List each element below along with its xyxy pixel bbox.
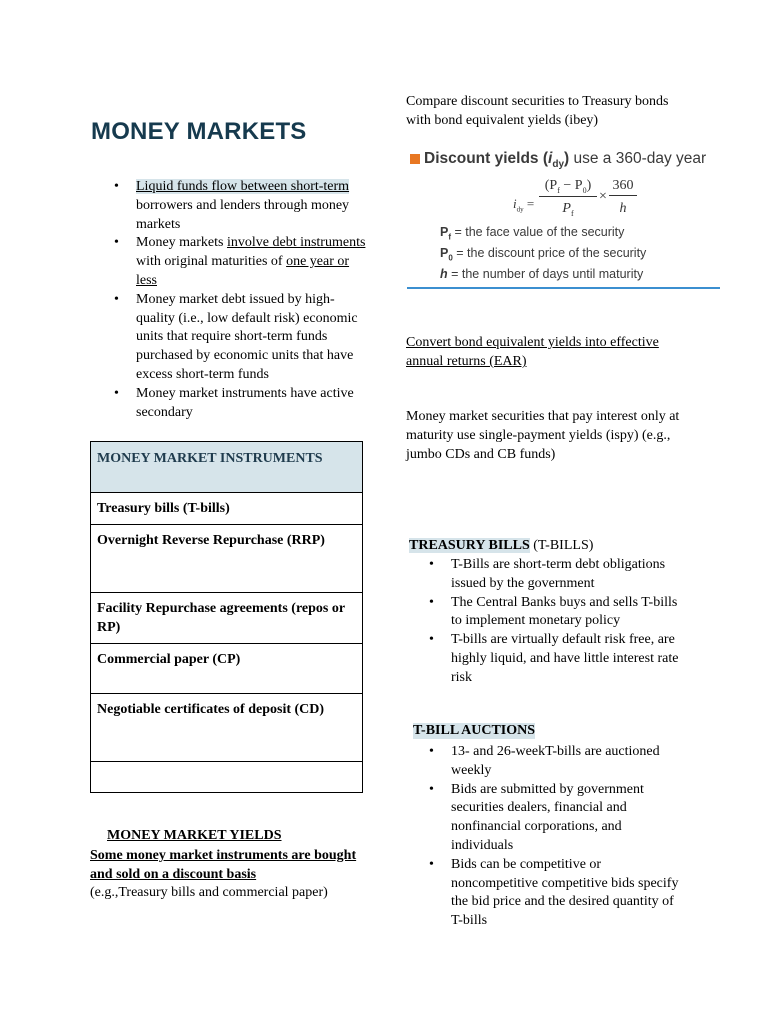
table-row: Facility Repurchase agreements (repos or RP) bbox=[91, 593, 363, 644]
bullet-text: with original maturities of bbox=[136, 254, 287, 270]
bullet-text: Money market instruments have active secondary bbox=[136, 385, 354, 420]
formula-denominator-2: h bbox=[619, 201, 627, 216]
list-item: • The Central Banks buys and sells T-bills to implement monetary policy bbox=[451, 594, 686, 632]
orange-square-icon bbox=[410, 154, 420, 164]
list-item bbox=[136, 178, 366, 234]
tbills-list bbox=[451, 556, 686, 688]
divider bbox=[407, 287, 720, 289]
underlined-text: involve debt instruments bbox=[226, 235, 366, 251]
formula-definition: $P_f$ = the face value of the security bbox=[440, 225, 625, 242]
bullet-text: borrowers and lenders through money markets bbox=[136, 197, 350, 232]
list-item: • 13- and 26-weekT-bills are auctioned weekly bbox=[451, 743, 686, 781]
list-item bbox=[136, 291, 366, 385]
table-row: Negotiable certificates of deposit (CD) bbox=[91, 694, 363, 762]
auctions-list bbox=[451, 743, 686, 931]
bullet-text: Money market debt issued by high-quality (i.e., low default risk) economic units that require short-term funds purchased by economic units that have excess short-term funds bbox=[136, 291, 358, 382]
discount-yield-formula-figure bbox=[407, 148, 720, 291]
mm-securities-text: Money market securities that pay interest only at maturity use single-payment yields (ispy) (e.g., jumbo CDs and CB funds) bbox=[406, 409, 680, 462]
yields-heading: MONEY MARKET YIELDS bbox=[107, 828, 282, 843]
formula-lhs: $i_{dy}$ = bbox=[513, 196, 535, 214]
list-item bbox=[136, 385, 366, 423]
list-item: • Bids can be competitive or noncompetitive competitive bids specify the bid price and the desired quantity of T-bills bbox=[451, 856, 686, 931]
formula-times: × bbox=[599, 189, 607, 204]
bullet-text: Money markets bbox=[136, 235, 227, 251]
formula-numerator-2: 360 bbox=[609, 178, 637, 196]
formula-definition: $P_0$ = the discount price of the security bbox=[440, 246, 647, 263]
table-row: Commercial paper (CP) bbox=[91, 644, 363, 694]
auctions-heading: T-BILL AUCTIONS bbox=[413, 723, 536, 738]
table-row: Overnight Reverse Repurchase (RRP) bbox=[91, 525, 363, 593]
compare-text: Compare discount securities to Treasury bonds with bond equivalent yields (ibey) bbox=[406, 94, 669, 128]
list-item bbox=[136, 234, 366, 290]
yields-example: (e.g.,Treasury bills and commercial paper) bbox=[90, 885, 328, 900]
list-item: • Bids are submitted by government securities dealers, financial and nonfinancial corporations, and individuals bbox=[451, 781, 686, 856]
formula-heading: Discount yields $(i_{dy})$ use a 360-day year bbox=[424, 150, 707, 171]
page-title: MONEY MARKETS bbox=[91, 118, 307, 145]
table-header: MONEY MARKET INSTRUMENTS bbox=[91, 442, 363, 493]
tbills-heading: TREASURY BILLS (T-BILLS) bbox=[409, 538, 594, 553]
instruments-table bbox=[90, 441, 363, 793]
yields-subheading: Some money market instruments are bought and sold on a discount basis bbox=[90, 848, 357, 882]
left-bullet-list bbox=[136, 178, 366, 422]
list-item: • T-bills are virtually default risk free, are highly liquid, and have little interest rate risk bbox=[451, 631, 686, 687]
table-row bbox=[91, 762, 363, 793]
underlined-text: one year or less bbox=[136, 254, 350, 288]
list-item: • T-Bills are short-term debt obligations issued by the government bbox=[451, 556, 686, 594]
convert-text: Convert bond equivalent yields into effective annual returns (EAR) bbox=[406, 335, 659, 369]
highlighted-text: Liquid funds flow between short-term bbox=[136, 179, 350, 194]
formula-denominator: $P_f$ bbox=[562, 201, 574, 218]
table-row: Treasury bills (T-bills) bbox=[91, 493, 363, 525]
formula-definition: h = the number of days until maturity bbox=[440, 267, 644, 281]
formula-numerator: $(P_f - P_0)$ bbox=[539, 178, 597, 197]
